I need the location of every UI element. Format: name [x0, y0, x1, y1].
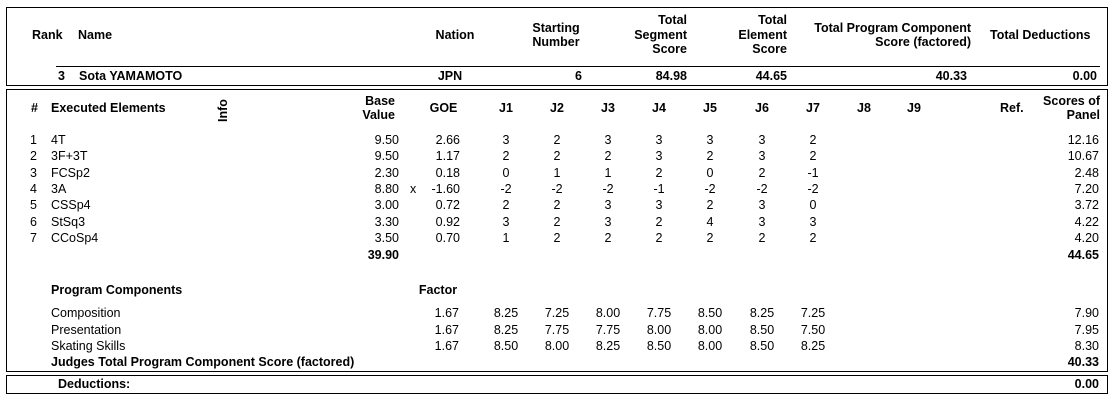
element-judge-score: 2: [809, 149, 817, 164]
element-base-value: 9.50: [374, 149, 399, 164]
element-judge-score: 1: [604, 165, 612, 180]
element-judge-score: 3: [502, 214, 510, 229]
judge-header-4: J4: [652, 101, 666, 115]
element-base-value: 3.50: [374, 230, 399, 245]
component-judge-score: 8.50: [749, 339, 775, 353]
element-judge-score: -2: [500, 181, 512, 196]
component-judge-score: 8.25: [595, 339, 621, 353]
element-name: StSq3: [51, 214, 86, 229]
element-judge-score: 1: [502, 230, 510, 245]
judge-header-2: J2: [550, 101, 564, 115]
element-judge-score: 2: [604, 149, 612, 164]
element-goe: 0.70: [435, 230, 460, 245]
component-name: Composition: [51, 306, 121, 320]
element-judge-score: 2: [809, 133, 817, 147]
component-judge-score: 8.00: [697, 322, 723, 337]
goe-header: GOE: [429, 101, 458, 115]
col-tes-header: Total Element Score: [738, 13, 787, 56]
element-judge-score: 3: [502, 133, 510, 147]
element-judge-score: 3: [758, 133, 766, 147]
elements-panel-total: 44.65: [1067, 248, 1099, 262]
col-starting-number-header: Starting Number: [532, 21, 580, 49]
element-judge-score: -2: [807, 181, 819, 196]
component-judge-score: 8.25: [800, 339, 826, 353]
element-judge-score: 2: [655, 165, 663, 180]
element-judge-score: 3: [655, 149, 663, 164]
element-judge-score: 3: [706, 133, 714, 147]
element-bonus-marker: x: [410, 181, 417, 196]
skater-deductions: 0.00: [1072, 69, 1097, 83]
element-goe: 0.72: [435, 198, 460, 213]
component-judge-score: 8.00: [595, 306, 621, 320]
element-judge-score: 2: [758, 230, 766, 245]
element-judge-score: 3: [604, 198, 612, 213]
element-name: 3A: [51, 181, 67, 196]
panel-header: Scores of Panel: [1043, 94, 1100, 122]
element-number: 7: [30, 230, 37, 245]
col-pcs-header: Total Program Component Score (factored): [814, 21, 971, 49]
info-header: Info: [216, 99, 230, 122]
element-judge-score: 0: [706, 165, 714, 180]
deductions-box: [6, 375, 1108, 394]
skater-starting-number: 6: [575, 69, 582, 83]
judge-header-1: J1: [499, 101, 513, 115]
components-total-value: 40.33: [1067, 355, 1099, 369]
component-name: Presentation: [51, 322, 122, 337]
element-number: 4: [30, 181, 37, 196]
element-judge-score: 2: [655, 230, 663, 245]
element-panel-score: 3.72: [1074, 198, 1099, 213]
element-base-value: 3.30: [374, 214, 399, 229]
element-goe: 0.18: [435, 165, 460, 180]
element-name: 3F+3T: [51, 149, 88, 164]
element-name: CSSp4: [51, 198, 91, 213]
element-judge-score: 1: [553, 165, 561, 180]
component-judge-score: 7.75: [646, 306, 672, 320]
element-base-value: 8.80: [374, 181, 399, 196]
component-judge-score: 7.50: [800, 322, 826, 337]
component-judge-score: 7.75: [595, 322, 621, 337]
element-judge-score: 2: [604, 230, 612, 245]
judge-header-8: J8: [857, 101, 871, 115]
component-judge-score: 8.50: [697, 306, 723, 320]
component-judge-score: 8.00: [697, 339, 723, 353]
elements-base-total: 39.90: [367, 248, 399, 262]
component-judge-score: 7.25: [544, 306, 570, 320]
skater-pcs: 40.33: [935, 69, 967, 83]
col-name-header: Name: [78, 28, 113, 42]
component-judge-score: 8.50: [646, 339, 672, 353]
component-factor: 1.67: [434, 306, 459, 320]
skater-tes: 44.65: [755, 69, 787, 83]
element-name: CCoSp4: [51, 230, 99, 245]
component-judge-score: 7.75: [544, 322, 570, 337]
deductions-value: 0.00: [1074, 377, 1099, 391]
element-judge-score: 2: [553, 149, 561, 164]
deductions-label: Deductions:: [58, 377, 131, 391]
col-rank-header: Rank: [32, 28, 63, 42]
header-divider: [56, 66, 1100, 67]
element-judge-score: 2: [758, 165, 766, 180]
element-judge-score: 3: [809, 214, 817, 229]
component-factor: 1.67: [434, 322, 459, 337]
element-judge-score: -2: [551, 181, 563, 196]
skater-nation: JPN: [437, 69, 463, 83]
component-panel-score: 7.95: [1074, 322, 1099, 337]
element-judge-score: 2: [706, 149, 714, 164]
component-judge-score: 8.25: [493, 322, 519, 337]
skater-rank: 3: [58, 69, 65, 83]
element-judge-score: 3: [604, 133, 612, 147]
judge-header-9: J9: [907, 101, 921, 115]
element-goe: -1.60: [431, 181, 460, 196]
elements-num-header: #: [31, 101, 38, 115]
component-factor: 1.67: [434, 339, 459, 353]
element-panel-score: 4.22: [1074, 214, 1099, 229]
element-number: 2: [30, 149, 37, 164]
col-tss-header: Total Segment Score: [634, 13, 687, 56]
element-name: FCSp2: [51, 165, 90, 180]
element-number: 5: [30, 198, 37, 213]
element-judge-score: 0: [809, 198, 817, 213]
ref-header: Ref.: [1000, 101, 1024, 115]
component-judge-score: 7.25: [800, 306, 826, 320]
judge-header-3: J3: [601, 101, 615, 115]
components-total-label: Judges Total Program Component Score (factored): [51, 355, 355, 369]
element-judge-score: 3: [655, 198, 663, 213]
element-judge-score: 3: [758, 198, 766, 213]
element-judge-score: 2: [809, 230, 817, 245]
element-number: 6: [30, 214, 37, 229]
element-judge-score: 2: [655, 214, 663, 229]
col-deductions-header: Total Deductions: [990, 28, 1091, 42]
element-panel-score: 7.20: [1074, 181, 1099, 196]
element-judge-score: -1: [653, 181, 665, 196]
component-judge-score: 8.00: [646, 322, 672, 337]
element-goe: 0.92: [435, 214, 460, 229]
element-panel-score: 4.20: [1074, 230, 1099, 245]
factor-header: Factor: [418, 283, 458, 297]
element-judge-score: 4: [706, 214, 714, 229]
components-title: Program Components: [51, 283, 183, 297]
element-panel-score: 10.67: [1067, 149, 1099, 164]
element-name: 4T: [51, 133, 66, 147]
judge-header-6: J6: [755, 101, 769, 115]
element-judge-score: -2: [756, 181, 768, 196]
skater-tss: 84.98: [655, 69, 687, 83]
element-judge-score: 3: [758, 149, 766, 164]
base-value-header: Base Value: [362, 94, 395, 122]
element-judge-score: -2: [602, 181, 614, 196]
element-judge-score: 2: [502, 198, 510, 213]
element-judge-score: 3: [604, 214, 612, 229]
element-judge-score: 2: [502, 149, 510, 164]
element-base-value: 9.50: [374, 133, 399, 147]
component-judge-score: 8.00: [544, 339, 570, 353]
element-judge-score: 2: [706, 230, 714, 245]
element-judge-score: 2: [553, 230, 561, 245]
element-goe: 1.17: [435, 149, 460, 164]
component-judge-score: 8.50: [493, 339, 519, 353]
component-name: Skating Skills: [51, 339, 126, 353]
element-judge-score: 2: [553, 198, 561, 213]
component-panel-score: 7.90: [1074, 306, 1099, 320]
element-goe: 2.66: [435, 133, 460, 147]
element-judge-score: 2: [706, 198, 714, 213]
skater-name: Sota YAMAMOTO: [79, 69, 183, 83]
col-nation-header: Nation: [435, 28, 475, 42]
element-judge-score: 3: [758, 214, 766, 229]
element-judge-score: 0: [502, 165, 510, 180]
element-judge-score: -1: [807, 165, 819, 180]
component-judge-score: 8.25: [749, 306, 775, 320]
element-panel-score: 12.16: [1067, 133, 1099, 147]
component-panel-score: 8.30: [1074, 339, 1099, 353]
element-judge-score: 2: [553, 214, 561, 229]
element-judge-score: -2: [704, 181, 716, 196]
elements-title-header: Executed Elements: [51, 101, 166, 115]
element-number: 3: [30, 165, 37, 180]
element-panel-score: 2.48: [1074, 165, 1099, 180]
element-judge-score: 3: [655, 133, 663, 147]
component-judge-score: 8.50: [749, 322, 775, 337]
judge-header-7: J7: [806, 101, 820, 115]
judge-header-5: J5: [703, 101, 717, 115]
element-judge-score: 2: [553, 133, 561, 147]
element-base-value: 2.30: [374, 165, 399, 180]
element-number: 1: [30, 133, 37, 147]
component-judge-score: 8.25: [493, 306, 519, 320]
element-base-value: 3.00: [374, 198, 399, 213]
